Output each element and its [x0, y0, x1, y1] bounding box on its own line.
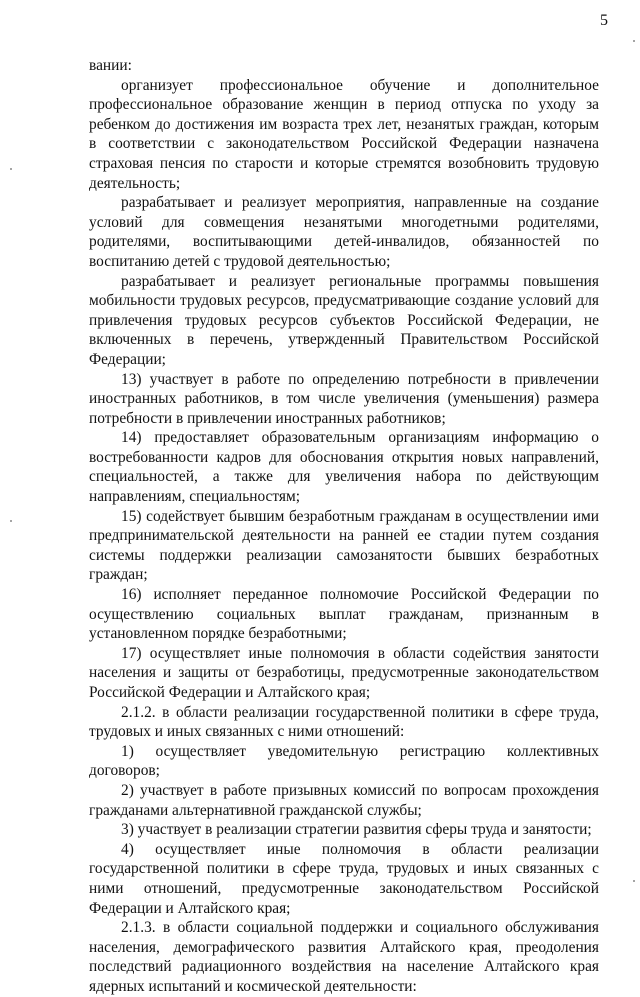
scan-speck — [10, 520, 12, 522]
page-number: 5 — [600, 12, 608, 29]
paragraph: разрабатывает и реализует мероприятия, направленные на создание условий для совмещения незанятыми многодетными родителями, родителями, воспитывающими детей-инвалидов, обязанностей по воспитанию детей с трудовой деятельностью; — [89, 194, 599, 270]
document-body — [89, 56, 599, 997]
paragraph: 4) осуществляет иные полномочия в области реализации государственной политики в сфере труда, трудовых и иных связанных с ними отношений, предусмотренные законодательством Российской Федерации и Алтайского края; — [89, 840, 599, 917]
scan-speck — [10, 168, 12, 170]
paragraph: 15) содействует бывшим безработным гражданам в осуществлении ими предпринимательской деятельности на ранней ее стадии путем создания системы поддержки реализации самозанятости бывших безработных граждан; — [89, 507, 599, 584]
paragraph: организует профессиональное обучение и дополнительное профессиональное образование женщин в период отпуска по уходу за ребенком до достижения им возраста трех лет, незанятых граждан, которым в соответствии с законодательством Российской Федерации назначена страховая пенсия по старости и которые стремятся возобновить трудовую деятельность; — [89, 76, 599, 192]
paragraph: 2.1.3. в области социальной поддержки и социального обслуживания населения, демографического развития Алтайского края, преодоления последствий радиационного воздействия на население Алтайского края ядерных испытаний и космической деятельности: — [89, 919, 599, 995]
scan-speck — [633, 40, 635, 42]
paragraph: разрабатывает и реализует региональные программы повышения мобильности трудовых ресурсов, предусматривающие создание условий для привлечения трудовых ресурсов субъектов Российской Федерации, не включенных в перечень, утвержденный Правительством Российской Федерации; — [89, 272, 599, 368]
paragraph: 17) осуществляет иные полномочия в области содействия занятости населения и защиты от безработицы, предусмотренные законодательством Российской Федерации и Алтайского края; — [89, 644, 599, 701]
paragraph: 13) участвует в работе по определению потребности в привлечении иностранных работников, в том числе увеличения (уменьшения) размера потребности в привлечении иностранных работников; — [89, 370, 599, 427]
scan-speck — [633, 880, 635, 882]
paragraph: 14) предоставляет образовательным организациям информацию о востребованности кадров для обоснования открытия новых направлений, специальностей, а также для увеличения набора по действующим направлениям, специальностям; — [89, 429, 599, 506]
paragraph: 2.1.2. в области реализации государственной политики в сфере труда, трудовых и иных связанных с ними отношений: — [89, 703, 599, 741]
paragraph: 3) участвует в реализации стратегии развития сферы труда и занятости; — [121, 821, 592, 839]
paragraph: 16) исполняет переданное полномочие Российской Федерации по осуществлению социальных выплат гражданам, признанным в установленном порядке безработными; — [89, 586, 599, 643]
paragraph: 2) участвует в работе призывных комиссий по вопросам прохождения гражданами альтернативной гражданской службы; — [89, 781, 599, 819]
paragraph: вании: — [89, 57, 132, 74]
paragraph: 1) осуществляет уведомительную регистрацию коллективных договоров; — [89, 742, 599, 780]
